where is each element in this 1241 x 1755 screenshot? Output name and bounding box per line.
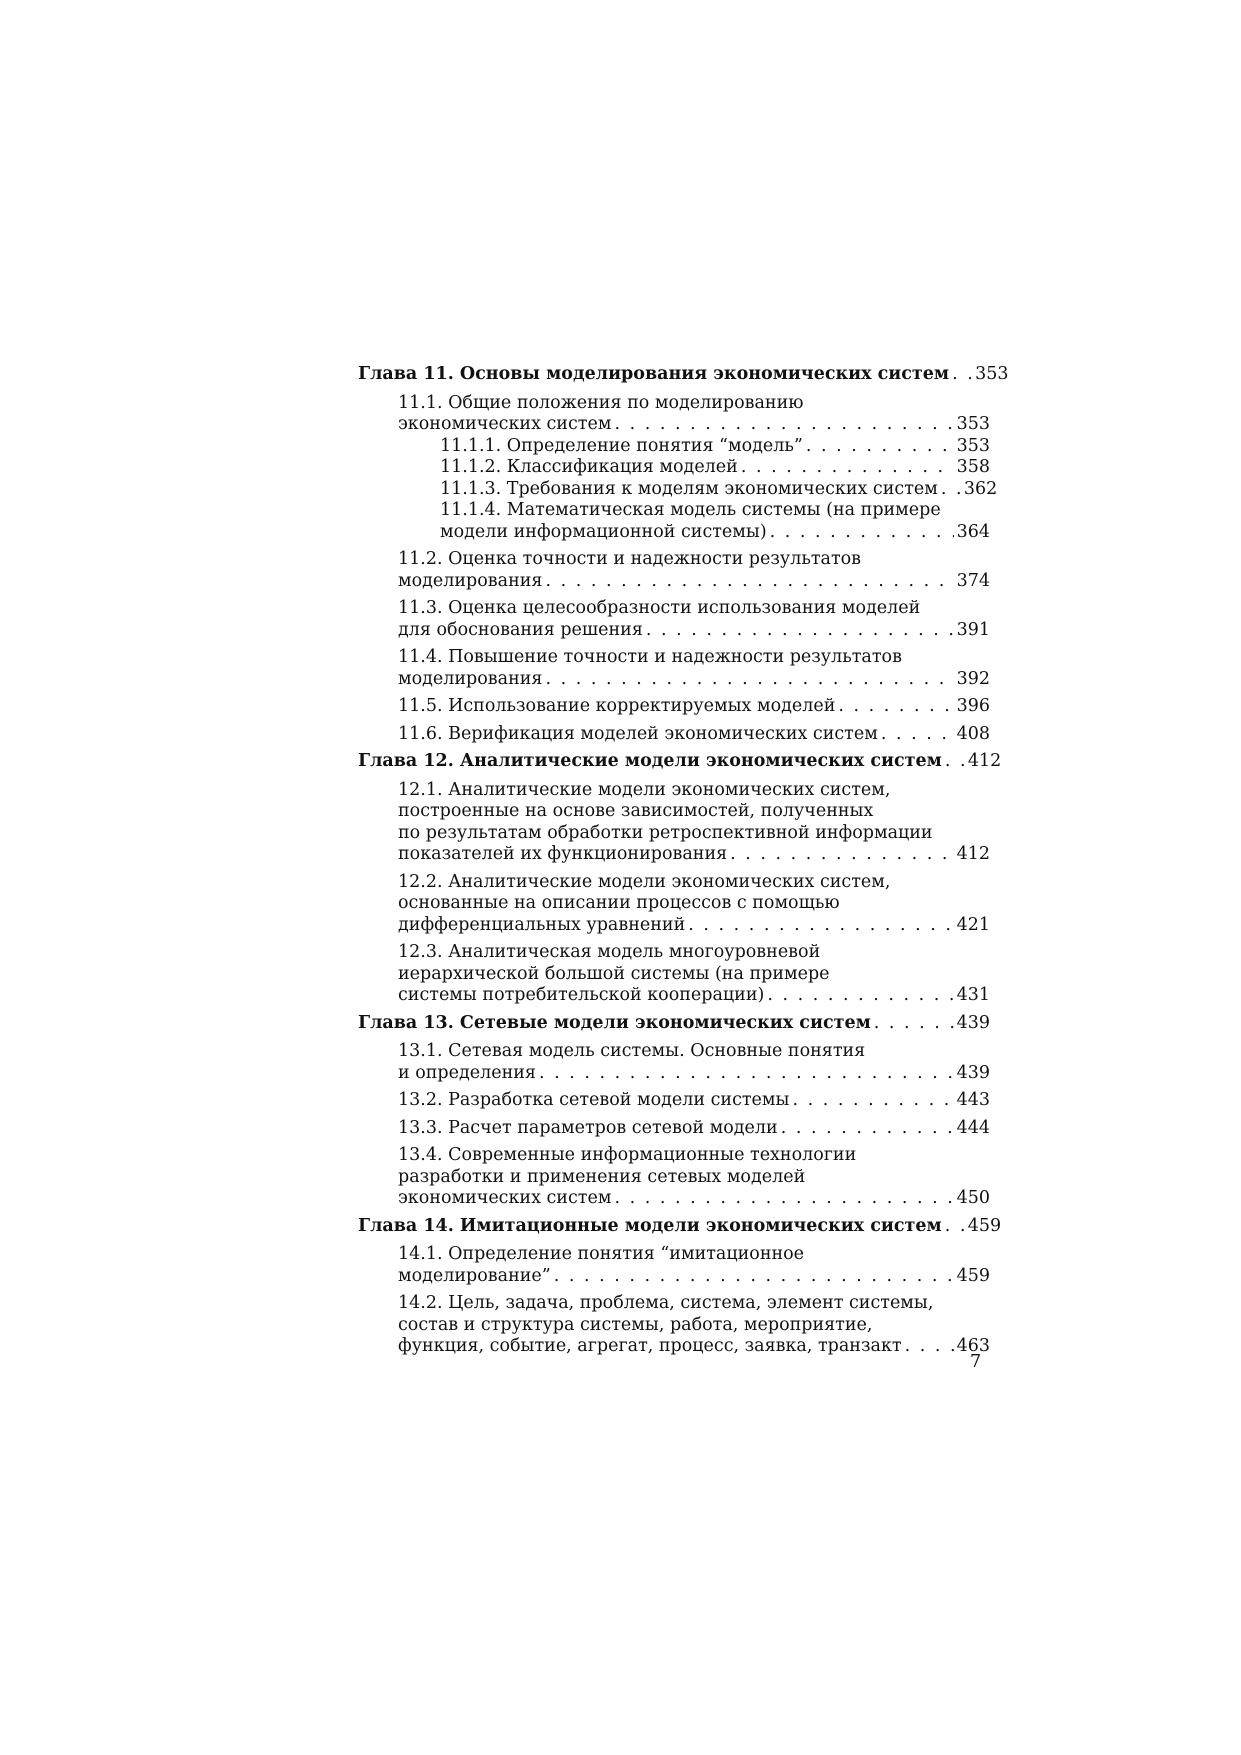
entry-line bbox=[398, 620, 990, 642]
entry-line bbox=[398, 549, 990, 571]
page-ref: 412 bbox=[967, 751, 1002, 771]
toc-section bbox=[398, 696, 990, 718]
entry-text: 11.5. Использование корректируемых моделей bbox=[398, 696, 836, 716]
entry-text: иерархической большой системы (на примере bbox=[398, 963, 830, 984]
leader-dots bbox=[838, 696, 953, 718]
entry-text: 12.3. Аналитическая модель многоуровневой bbox=[398, 942, 821, 962]
leader-dots bbox=[545, 669, 953, 691]
entry-text: 11.1.3. Требования к моделям экономических систем bbox=[440, 478, 938, 499]
page-number: 7 bbox=[970, 1352, 982, 1372]
leader-dots bbox=[952, 364, 972, 386]
toc-section bbox=[398, 1041, 990, 1084]
entry-line bbox=[440, 522, 990, 544]
page-ref: 353 bbox=[975, 364, 1009, 384]
toc-section bbox=[398, 549, 990, 592]
entry-line bbox=[440, 457, 990, 479]
entry-line bbox=[398, 1090, 990, 1112]
entry-line bbox=[398, 985, 990, 1007]
entry-text: показателей их функционирования bbox=[398, 844, 728, 864]
entry-text: построенные на основе зависимостей, полученных bbox=[398, 801, 874, 821]
chapter-heading bbox=[358, 751, 1002, 773]
page-ref: 358 bbox=[956, 457, 990, 477]
entry-text: 13.1. Сетевая модель системы. Основные понятия bbox=[398, 1041, 866, 1061]
entry-line bbox=[398, 598, 990, 620]
entry-line bbox=[398, 1293, 990, 1315]
entry-text: экономических систем bbox=[398, 414, 612, 434]
entry-line bbox=[398, 915, 990, 937]
toc-section bbox=[398, 724, 990, 746]
entry-text: 13.2. Разработка сетевой модели системы bbox=[398, 1090, 790, 1110]
page-ref: 392 bbox=[956, 668, 990, 689]
chapter-title: Глава 11. Основы моделирования экономических систем bbox=[358, 364, 950, 384]
entry-line bbox=[398, 393, 990, 415]
leader-dots bbox=[792, 1090, 953, 1112]
page-ref: 408 bbox=[956, 723, 990, 744]
leader-dots bbox=[905, 1336, 954, 1358]
entry-text: дифференциальных уравнений bbox=[398, 914, 686, 935]
page-ref: 443 bbox=[956, 1090, 990, 1110]
entry-text: моделирование” bbox=[398, 1265, 551, 1286]
entry-text: модели информационной системы) bbox=[440, 521, 767, 542]
chapter-title: Глава 14. Имитационные модели экономических систем bbox=[358, 1215, 942, 1236]
entry-text: 11.6. Верификация моделей экономических систем bbox=[398, 723, 878, 744]
leader-dots bbox=[806, 436, 954, 458]
page-ref: 463 bbox=[956, 1336, 990, 1356]
leader-dots bbox=[781, 1118, 954, 1140]
entry-line bbox=[398, 1145, 990, 1167]
chapter-heading bbox=[358, 364, 1009, 386]
leader-dots bbox=[554, 1266, 954, 1288]
entry-line bbox=[398, 1244, 990, 1266]
entry-text: экономических систем bbox=[398, 1188, 612, 1208]
leader-dots bbox=[614, 414, 953, 436]
leader-dots bbox=[945, 1216, 965, 1238]
page-ref: 353 bbox=[956, 435, 990, 456]
leader-dots bbox=[545, 571, 953, 593]
chapter-title: Глава 12. Аналитические модели экономических систем bbox=[358, 751, 942, 771]
entry-line bbox=[398, 571, 990, 593]
page-ref: 459 bbox=[967, 1215, 1002, 1236]
leader-dots bbox=[767, 985, 953, 1007]
entry-text: 13.3. Расчет параметров сетевой модели bbox=[398, 1117, 778, 1138]
entry-text: 11.1. Общие положения по моделированию bbox=[398, 392, 804, 413]
entry-line bbox=[398, 1266, 990, 1288]
toc-section bbox=[398, 647, 990, 690]
entry-text: системы потребительской кооперации) bbox=[398, 985, 765, 1005]
toc-subsection bbox=[440, 436, 990, 458]
entry-line bbox=[398, 964, 990, 986]
entry-text: 14.1. Определение понятия “имитационное bbox=[398, 1244, 805, 1264]
chapter-heading bbox=[358, 1013, 990, 1035]
page-ref: 412 bbox=[956, 844, 990, 864]
entry-line bbox=[398, 724, 990, 746]
entry-line bbox=[398, 780, 990, 802]
toc-subsection bbox=[440, 478, 998, 501]
toc-subsection bbox=[440, 500, 990, 543]
entry-line bbox=[398, 844, 990, 866]
leader-dots bbox=[539, 1063, 954, 1085]
chapter-title: Глава 13. Сетевые модели экономических систем bbox=[358, 1012, 871, 1033]
entry-line bbox=[398, 893, 990, 915]
entry-line bbox=[398, 696, 990, 718]
leader-dots bbox=[881, 724, 954, 746]
entry-text: 11.1.2. Классификация моделей bbox=[440, 457, 738, 477]
entry-text: 11.1.1. Определение понятия “модель” bbox=[440, 435, 803, 456]
page-ref: 374 bbox=[956, 570, 990, 591]
toc-section bbox=[398, 1244, 990, 1287]
page-ref: 396 bbox=[956, 696, 990, 716]
entry-text: моделирования bbox=[398, 668, 543, 689]
entry-line bbox=[398, 414, 990, 436]
entry-text: 11.4. Повышение точности и надежности результатов bbox=[398, 647, 902, 667]
entry-line bbox=[398, 1063, 990, 1085]
table-of-contents bbox=[358, 364, 1009, 1364]
leader-dots bbox=[874, 1013, 954, 1035]
page-ref: 439 bbox=[956, 1062, 990, 1083]
toc-section bbox=[398, 1145, 990, 1210]
leader-dots bbox=[730, 844, 953, 866]
entry-line bbox=[398, 801, 990, 823]
page-ref: 364 bbox=[956, 521, 990, 542]
entry-text: 14.2. Цель, задача, проблема, система, элемент системы, bbox=[398, 1293, 934, 1313]
leader-dots bbox=[614, 1188, 953, 1210]
entry-text: основанные на описании процессов с помощью bbox=[398, 893, 840, 913]
toc-section bbox=[398, 1118, 990, 1140]
entry-text: 12.1. Аналитические модели экономических систем, bbox=[398, 779, 891, 800]
entry-text: 11.2. Оценка точности и надежности результатов bbox=[398, 549, 862, 569]
toc-section bbox=[398, 393, 990, 436]
leader-dots bbox=[770, 522, 954, 544]
toc-section bbox=[398, 598, 990, 641]
entry-text: и определения bbox=[398, 1062, 536, 1083]
entry-line bbox=[398, 1118, 990, 1140]
entry-line bbox=[398, 1167, 990, 1189]
toc-section bbox=[398, 872, 990, 937]
entry-line bbox=[440, 478, 998, 501]
entry-line bbox=[398, 942, 990, 964]
entry-line bbox=[440, 500, 990, 522]
entry-text: по результатам обработки ретроспективной информации bbox=[398, 822, 933, 843]
page-ref: 353 bbox=[956, 414, 990, 434]
leader-dots bbox=[688, 915, 953, 937]
entry-text: 11.1.4. Математическая модель системы (на примере bbox=[440, 500, 941, 520]
entry-line bbox=[398, 823, 990, 845]
entry-line bbox=[398, 669, 990, 691]
page-ref: 431 bbox=[956, 985, 990, 1005]
page-ref: 444 bbox=[956, 1117, 990, 1138]
entry-text: разработки и применения сетевых моделей bbox=[398, 1166, 806, 1187]
toc-section bbox=[398, 942, 990, 1007]
entry-text: 13.4. Современные информационные технологии bbox=[398, 1145, 857, 1165]
leader-dots bbox=[941, 479, 961, 501]
entry-line bbox=[398, 1315, 990, 1337]
page-ref: 391 bbox=[956, 619, 990, 640]
entry-text: моделирования bbox=[398, 570, 543, 591]
entry-line bbox=[398, 647, 990, 669]
page-ref: 439 bbox=[956, 1012, 990, 1033]
entry-line bbox=[398, 1188, 990, 1210]
page-ref: 450 bbox=[956, 1188, 990, 1208]
chapter-heading bbox=[358, 1215, 1002, 1238]
page-ref: 459 bbox=[956, 1265, 990, 1286]
entry-text: для обоснования решения bbox=[398, 619, 643, 640]
entry-text: 11.3. Оценка целесообразности использования моделей bbox=[398, 598, 921, 618]
toc-subsection bbox=[440, 457, 990, 479]
page-ref: 421 bbox=[956, 914, 990, 935]
leader-dots bbox=[945, 751, 965, 773]
entry-text: 12.2. Аналитические модели экономических систем, bbox=[398, 871, 891, 892]
entry-text: функция, событие, агрегат, процесс, заявка, транзакт bbox=[398, 1336, 902, 1356]
entry-line bbox=[398, 1041, 990, 1063]
toc-section bbox=[398, 1090, 990, 1112]
leader-dots bbox=[646, 620, 954, 642]
entry-line bbox=[398, 872, 990, 894]
entry-text: состав и структура системы, работа, мероприятие, bbox=[398, 1314, 873, 1335]
page-ref: 362 bbox=[963, 478, 998, 499]
entry-line bbox=[440, 436, 990, 458]
toc-section bbox=[398, 780, 990, 866]
toc-section bbox=[398, 1293, 990, 1358]
leader-dots bbox=[741, 457, 954, 479]
entry-line bbox=[398, 1336, 990, 1358]
